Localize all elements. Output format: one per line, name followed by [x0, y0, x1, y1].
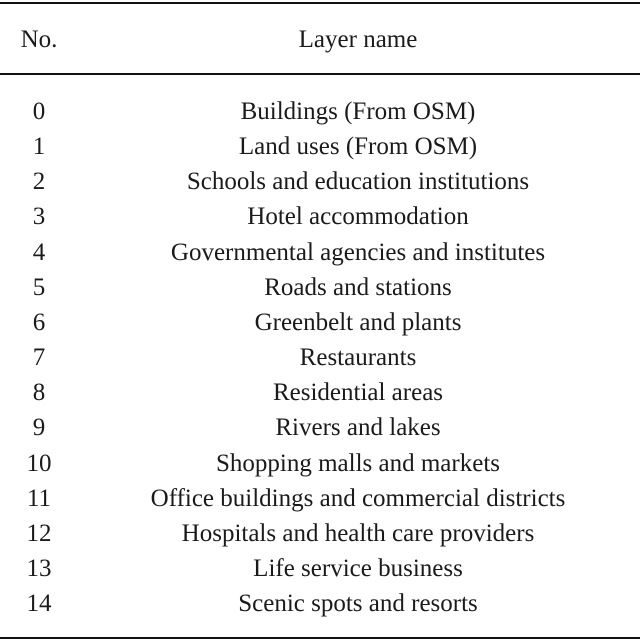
- header-no: No.: [20, 26, 58, 53]
- row-number: 5: [32, 273, 46, 301]
- row-layer-name: Hospitals and health care providers: [181, 519, 535, 547]
- row-layer-name: Buildings (From OSM): [240, 98, 476, 125]
- row-layer-name: Scenic spots and resorts: [238, 590, 478, 618]
- row-number: 0: [32, 98, 46, 125]
- top-rule: [0, 2, 640, 4]
- row-number: 7: [32, 344, 46, 372]
- row-number: 14: [26, 590, 52, 618]
- header-layer-name: Layer name: [298, 26, 418, 53]
- row-layer-name: Roads and stations: [264, 273, 452, 301]
- row-layer-name: Governmental agencies and institutes: [170, 238, 546, 266]
- row-number: 8: [32, 379, 46, 407]
- row-number: 10: [26, 449, 52, 477]
- row-number: 2: [32, 168, 46, 196]
- row-layer-name: Restaurants: [299, 344, 417, 372]
- row-number: 12: [26, 519, 52, 547]
- row-layer-name: Land uses (From OSM): [238, 133, 478, 161]
- row-number: 11: [26, 484, 52, 512]
- row-number: 6: [32, 308, 46, 336]
- row-layer-name: Residential areas: [272, 379, 444, 407]
- bottom-rule: [0, 637, 640, 639]
- row-number: 13: [26, 554, 52, 582]
- row-layer-name: Life service business: [253, 554, 463, 582]
- row-layer-name: Schools and education institutions: [186, 168, 530, 196]
- row-number: 9: [32, 414, 46, 442]
- row-layer-name: Hotel accommodation: [247, 203, 469, 231]
- mid-rule: [0, 73, 640, 75]
- row-layer-name: Greenbelt and plants: [254, 308, 462, 336]
- row-layer-name: Shopping malls and markets: [216, 449, 500, 477]
- row-number: 3: [32, 203, 46, 231]
- row-number: 4: [32, 238, 46, 266]
- row-number: 1: [32, 133, 46, 161]
- row-layer-name: Rivers and lakes: [275, 414, 441, 442]
- row-layer-name: Office buildings and commercial districts: [150, 484, 566, 512]
